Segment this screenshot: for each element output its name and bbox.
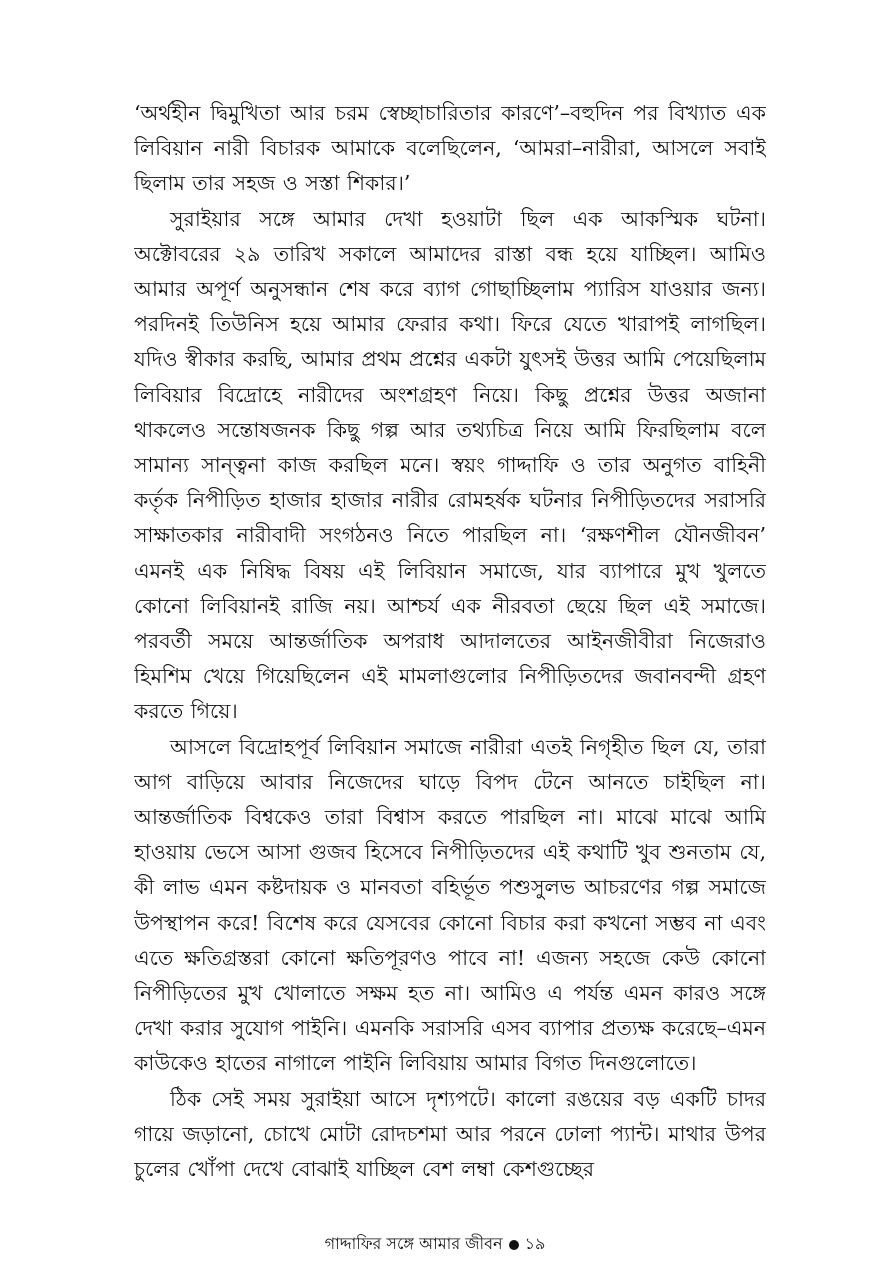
running-title: গাদ্দাফির সঙ্গে আমার জীবন	[324, 1234, 503, 1253]
page-footer	[0, 1232, 870, 1256]
paragraph-3: আসলে বিদ্রোহপূর্ব লিবিয়ান সমাজে নারীরা এতই নিগৃহীত ছিল যে, তারা আগ বাড়িয়ে আবার নিজেদের ঘাড়ে বিপদ টেনে আনতে চাইছিল না। আন্তর্জাতিক বিশ্বকেও তারা বিশ্বাস করতে পারছিল না। মাঝে মাঝে আমি হাওয়ায় ভেসে আসা গুজব হিসেবে নিপীড়িতদের এই কথাটি খুব শুনতাম যে, কী লাভ এমন কষ্টদায়ক ও মানবতা বহির্ভূত পশুসুলভ আচরণের গল্প সমাজে উপস্থাপন করে! বিশেষ করে যেসবের কোনো বিচার করা কখনো সম্ভব না এবং এতে ক্ষতিগ্রস্তরা কোনো ক্ষতিপূরণও পাবে না! এজন্য সহজে কেউ কোনো নিপীড়িতের মুখ খোলাতে সক্ষম হত না। আমিও এ পর্যন্ত এমন কারও সঙ্গে দেখা করার সুযোগ পাইনি। এমনকি সরাসরি এসব ব্যাপার প্রত্যক্ষ করেছে–এমন কাউকেও হাতের নাগালে পাইনি লিবিয়ায় আমার বিগত দিনগুলোতে।	[134, 734, 766, 1076]
page-body	[134, 96, 766, 1206]
page-number: ১৯	[524, 1234, 546, 1253]
paragraph-1: ‘অর্থহীন দ্বিমুখিতা আর চরম স্বেচ্ছাচারিতার কারণে’–বহুদিন পর বিখ্যাত এক লিবিয়ান নারী বিচারক আমাকে বলেছিলেন, ‘আমরা–নারীরা, আসলে সবাই ছিলাম তার সহজ ও সস্তা শিকার।’	[134, 101, 766, 196]
paragraph-4: ঠিক সেই সময় সুরাইয়া আসে দৃশ্যপটে। কালো রঙয়ের বড় একটি চাদর গায়ে জড়ানো, চোখে মোটা রোদচশমা আর পরনে ঢোলা প্যান্ট। মাথার উপর চুলের খোঁপা দেখে বোঝাই যাচ্ছিল বেশ লম্বা কেশগুচ্ছের	[134, 1086, 766, 1182]
paragraph-2: সুরাইয়ার সঙ্গে আমার দেখা হওয়াটা ছিল এক আকস্মিক ঘটনা। অক্টোবরের ২৯ তারিখ সকালে আমাদের রাস্তা বন্ধ হয়ে যাচ্ছিল। আমিও আমার অপূর্ণ অনুসন্ধান শেষ করে ব্যাগ গোছাচ্ছিলাম প্যারিস যাওয়ার জন্য। পরদিনই তিউনিস হয়ে আমার ফেরার কথা। ফিরে যেতে খারাপই লাগছিল। যদিও স্বীকার করছি, আমার প্রথম প্রশ্নের একটা যুৎসই উত্তর আমি পেয়েছিলাম লিবিয়ার বিদ্রোহে নারীদের অংশগ্রহণ নিয়ে। কিছু প্রশ্নের উত্তর অজানা থাকলেও সন্তোষজনক কিছু গল্প আর তথ্যচিত্র নিয়ে আমি ফিরছিলাম বলে সামান্য সান্ত্বনা কাজ করছিল মনে। স্বয়ং গাদ্দাফি ও তার অনুগত বাহিনী কর্তৃক নিপীড়িত হাজার হাজার নারীর রোমহর্ষক ঘটনার নিপীড়িতদের সরাসরি সাক্ষাতকার নারীবাদী সংগঠনও নিতে পারছিল না। ‘রক্ষণশীল যৌনজীবন’ এমনই এক নিষিদ্ধ বিষয় এই লিবিয়ান সমাজে, যার ব্যাপারে মুখ খুলতে কোনো লিবিয়ানই রাজি নয়। আশ্চর্য এক নীরবতা ছেয়ে ছিল এই সমাজে। পরবর্তী সময়ে আন্তর্জাতিক অপরাধ আদালতের আইনজীবীরা নিজেরাও হিমশিম খেয়ে গিয়েছিলেন এই মামলাগুলোর নিপীড়িতদের জবানবন্দী গ্রহণ করতে গিয়ে।	[134, 206, 766, 724]
bullet-separator	[509, 1240, 519, 1250]
